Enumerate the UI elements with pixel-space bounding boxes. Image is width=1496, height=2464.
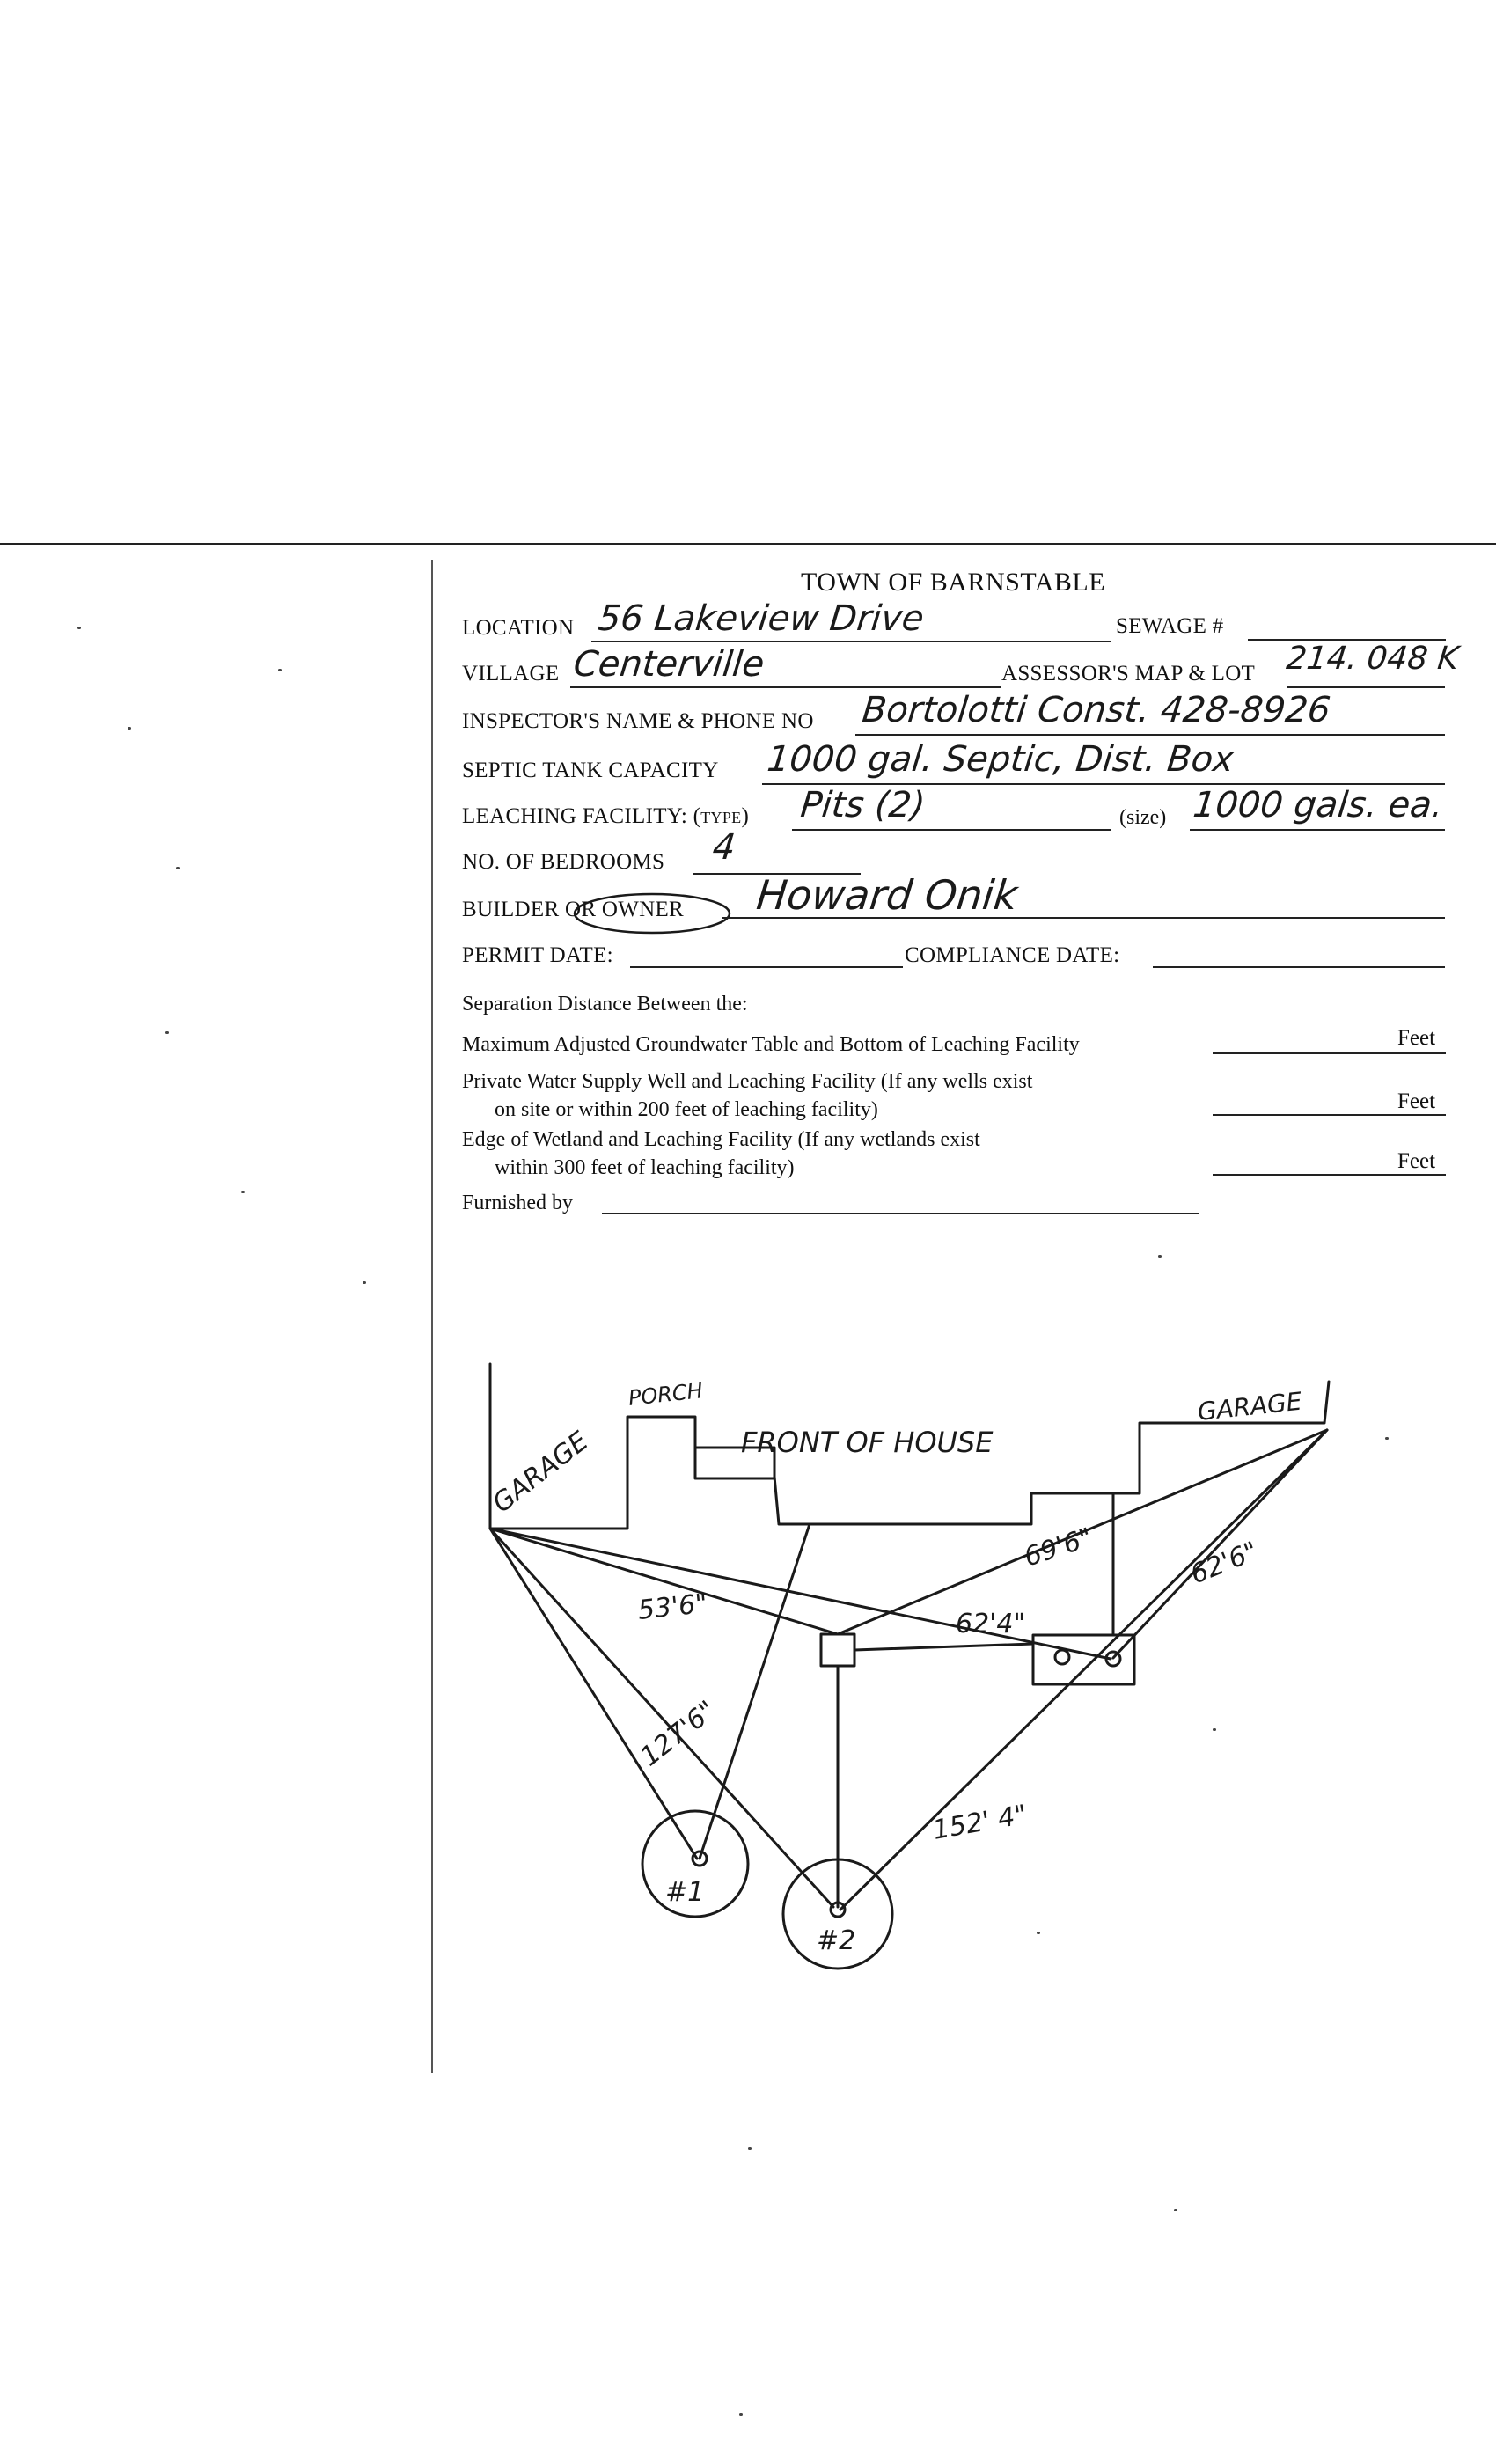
location-value: 56 Lakeview Drive: [596, 598, 927, 639]
septic-value: 1000 gal. Septic, Dist. Box: [765, 739, 1236, 780]
compliance-label: COMPLIANCE DATE:: [905, 943, 1120, 967]
bedrooms-label: NO. OF BEDROOMS: [462, 850, 665, 874]
leaching-label: LEACHING FACILITY: (type): [462, 804, 750, 828]
sep-wetland-text-2: within 300 feet of leaching facility): [495, 1156, 795, 1179]
builder-label: BUILDER OR OWNER: [462, 898, 685, 921]
permit-label: PERMIT DATE:: [462, 943, 613, 967]
sep-well-text-2: on site or within 200 feet of leaching facility): [495, 1098, 878, 1121]
sewage-label: SEWAGE #: [1116, 614, 1224, 638]
label-dist-152-4: 152' 4": [930, 1799, 1030, 1846]
label-dist-53-6: 53'6": [636, 1588, 709, 1626]
size-label: (size): [1119, 806, 1167, 829]
form-title: TOWN OF BARNSTABLE: [801, 568, 1106, 597]
scan-speck: [1385, 1437, 1389, 1440]
leaching-type-value: Pits (2): [798, 785, 928, 825]
village-value: Centerville: [571, 644, 766, 685]
leaching-size-value: 1000 gals. ea.: [1191, 785, 1446, 825]
scan-speck: [278, 669, 282, 671]
pipe-box-to-tank: [854, 1644, 1033, 1650]
furnished-label: Furnished by: [462, 1192, 573, 1214]
scan-speck: [77, 627, 81, 629]
label-dist-127-6: 127'6": [634, 1695, 722, 1773]
map-lot-label: ASSESSOR'S MAP & LOT: [1001, 662, 1256, 686]
inspector-label: INSPECTOR'S NAME & PHONE NO: [462, 709, 814, 733]
scan-speck: [165, 1031, 169, 1034]
scan-speck: [1037, 1932, 1040, 1934]
scan-speck: [739, 2413, 743, 2416]
label-garage-right: GARAGE: [1196, 1386, 1303, 1426]
ref-line-left-to-pit1: [490, 1529, 697, 1859]
scan-speck: [176, 867, 180, 869]
septic-label: SEPTIC TANK CAPACITY: [462, 759, 719, 782]
scan-speck: [748, 2147, 752, 2150]
label-garage-left: GARAGE: [487, 1426, 595, 1520]
builder-value: Howard Onik: [754, 871, 1020, 919]
map-lot-value: 214. 048 K: [1284, 641, 1461, 677]
separation-heading: Separation Distance Between the:: [462, 993, 748, 1016]
scan-speck: [1174, 2209, 1177, 2211]
tank-inlet-circle: [1055, 1650, 1069, 1664]
sep-wetland-text-1: Edge of Wetland and Leaching Facility (If any wetlands exist: [462, 1128, 980, 1151]
sep-well-text-1: Private Water Supply Well and Leaching Facility (If any wells exist: [462, 1070, 1033, 1093]
ref-line-porch-to-pit1: [700, 1524, 810, 1859]
inspector-value: Bortolotti Const. 428-8926: [860, 690, 1333, 730]
label-dist-62-6: 62'6": [1185, 1536, 1263, 1591]
label-pit-1: #1: [665, 1877, 705, 1908]
label-front-of-house: FRONT OF HOUSE: [741, 1426, 994, 1459]
scan-speck: [1213, 1728, 1216, 1731]
bedrooms-value: 4: [710, 827, 737, 868]
label-dist-69-6: 69'6": [1020, 1522, 1096, 1573]
village-label: VILLAGE: [462, 662, 560, 686]
scan-speck: [241, 1191, 245, 1193]
label-pit-2: #2: [817, 1925, 856, 1956]
label-porch: PORCH: [627, 1378, 705, 1411]
location-label: LOCATION: [462, 616, 575, 640]
scan-speck: [128, 727, 131, 730]
sep-groundwater-feet: Feet: [1397, 1026, 1436, 1050]
sep-wetland-feet: Feet: [1397, 1149, 1436, 1173]
label-dist-62-4: 62'4": [956, 1609, 1026, 1639]
sep-well-feet: Feet: [1397, 1089, 1436, 1113]
ref-line-left-to-pit2: [490, 1529, 833, 1907]
ref-line-right-to-pit2: [840, 1430, 1327, 1910]
scan-speck: [1158, 1255, 1162, 1258]
sep-groundwater-text: Maximum Adjusted Groundwater Table and Bottom of Leaching Facility: [462, 1033, 1080, 1056]
distribution-box: [821, 1634, 854, 1666]
scan-speck: [363, 1281, 366, 1284]
ref-line-right-to-tank: [1113, 1430, 1327, 1658]
